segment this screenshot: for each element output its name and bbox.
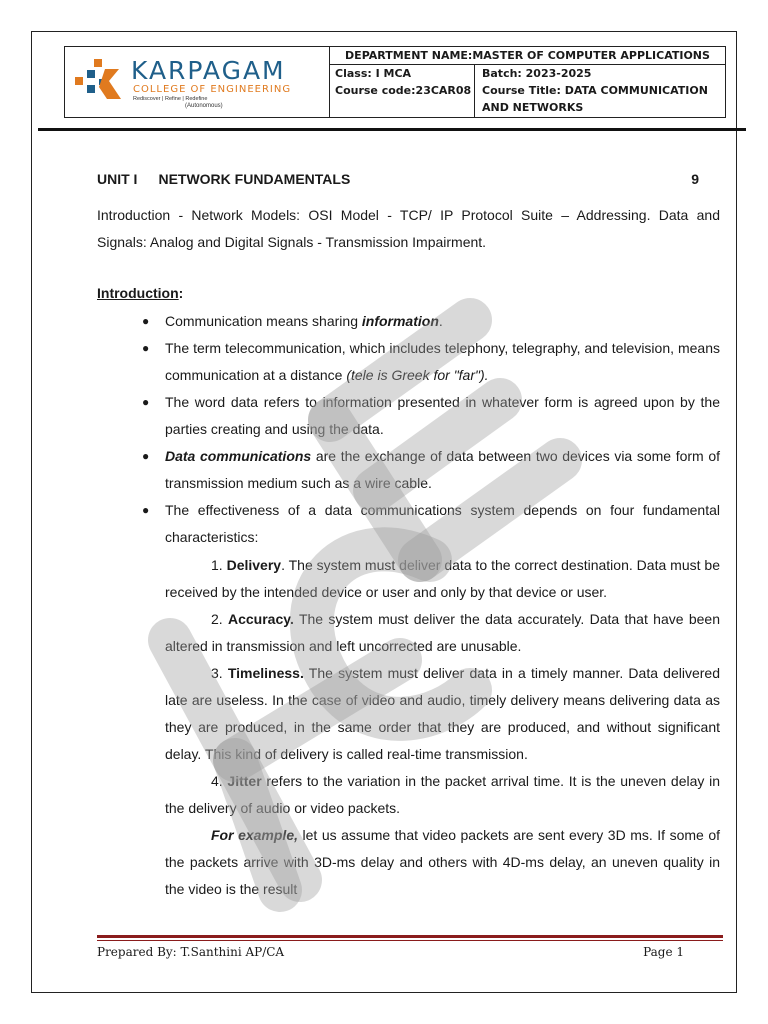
bullet-icon: ●: [142, 503, 150, 517]
item-number: 3.: [211, 665, 228, 681]
bullet-list: [140, 308, 720, 551]
document-header: [64, 46, 726, 118]
footer-divider-thin: [97, 940, 723, 941]
college-subtitle: COLLEGE OF ENGINEERING: [133, 84, 292, 95]
characteristic-accuracy: [165, 606, 720, 660]
list-item: [140, 443, 720, 497]
item-term: Delivery: [226, 557, 282, 573]
course-title-line1: Course Title: DATA COMMUNICATION: [482, 84, 708, 97]
section-heading: Introduction:: [97, 285, 184, 301]
prepared-by: Prepared By: T.Santhini AP/CA: [97, 945, 285, 959]
page-number: Page 1: [643, 945, 684, 959]
college-status: (Autonomous): [185, 103, 223, 109]
list-item-text: The term telecommunication, which includes telephony, telegraphy, and television, means communication at a distance: [165, 340, 720, 383]
class-info: [330, 65, 475, 117]
list-item: [140, 389, 720, 443]
item-text: . The system must deliver data to the correct destination. Data must be received by the intended device or user and only by that device or user.: [165, 557, 720, 600]
characteristic-delivery: [165, 552, 720, 606]
list-item-text: Communication means sharing: [165, 313, 362, 329]
syllabus-line-2: Signals: Analog and Digital Signals - Transmission Impairment.: [97, 234, 487, 250]
item-number: 1.: [211, 557, 227, 573]
section-heading-text: Introduction: [97, 285, 179, 301]
class-label: Class: I MCA: [335, 67, 412, 80]
item-text: The system must deliver the data accurately. Data that have been altered in transmission and left uncorrected are unusable.: [165, 611, 720, 654]
list-item-text: are the exchange of data between two devices via some form of transmission medium such as a wire cable.: [165, 448, 720, 491]
unit-label: UNIT I: [97, 171, 138, 187]
unit-title: NETWORK FUNDAMENTALS: [158, 171, 351, 187]
characteristic-timeliness: [165, 660, 720, 768]
course-code: Course code:23CAR08: [335, 84, 472, 97]
batch: Batch: 2023-2025: [482, 67, 592, 80]
list-item-text: The effectiveness of a data communications system depends on four fundamental characteristics:: [165, 502, 720, 545]
course-title-line2: AND NETWORKS: [482, 101, 584, 114]
item-term: Timeliness.: [227, 665, 304, 681]
bullet-icon: ●: [142, 449, 150, 463]
example-term: For example,: [211, 827, 298, 843]
unit-heading: [97, 171, 699, 187]
list-item: [140, 308, 720, 335]
example-text: let us assume that video packets are sent every 3D ms. If some of the packets arrive with 3D-ms delay and others with 4D-ms delay, an uneven quality in the video is the result: [165, 827, 720, 897]
item-number: 4.: [211, 773, 228, 789]
college-logo: [65, 47, 330, 117]
item-number: 2.: [211, 611, 228, 627]
unit-hours: 9: [691, 171, 699, 187]
item-term: Jitter: [227, 773, 262, 789]
characteristics-list: [165, 552, 720, 903]
syllabus-paragraph: [97, 202, 720, 256]
course-info: [476, 65, 725, 117]
item-text: refers to the variation in the packet arrival time. It is the uneven delay in the delivery of audio or video packets.: [165, 773, 720, 816]
item-text: The system must deliver data in a timely manner. Data delivered late are useless. In the case of video and audio, timely delivery means delivering data as they are produced, in the same order that they are produced, and without significant delay. This kind of delivery is called real-time transmission.: [165, 665, 720, 762]
characteristic-jitter: [165, 768, 720, 822]
college-tagline: Rediscover | Refine | Redefine: [133, 96, 208, 102]
bullet-icon: ●: [142, 314, 150, 328]
item-term: Accuracy.: [228, 611, 294, 627]
example-paragraph: [165, 822, 720, 903]
list-item: [140, 497, 720, 551]
list-item-text: The word data refers to information presented in whatever form is agreed upon by the parties creating and using the data.: [165, 394, 720, 437]
footer-divider: [97, 935, 723, 938]
karpagam-logo-mark-icon: [75, 59, 123, 103]
emphasis: (tele is Greek for "far").: [346, 367, 489, 383]
department-name: DEPARTMENT NAME:MASTER OF COMPUTER APPLICATIONS: [330, 47, 725, 65]
emphasis: information: [361, 313, 439, 329]
list-item: [140, 335, 720, 389]
header-divider: [38, 128, 746, 131]
bullet-icon: ●: [142, 341, 150, 355]
bullet-icon: ●: [142, 395, 150, 409]
syllabus-line-1: Introduction - Network Models: OSI Model - TCP/ IP Protocol Suite – Addressing. Data and: [97, 207, 720, 223]
emphasis: Data communications: [165, 448, 312, 464]
list-item-text: .: [438, 313, 443, 329]
college-name: KARPAGAM: [131, 56, 286, 85]
